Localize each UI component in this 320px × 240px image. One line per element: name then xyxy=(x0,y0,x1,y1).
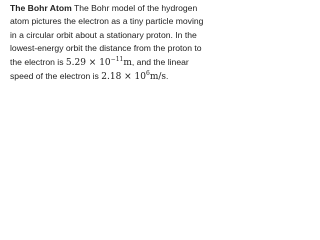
speed-unit: m/s xyxy=(149,72,167,83)
problem-line-1 xyxy=(10,2,198,15)
problem-line-6 xyxy=(10,70,190,84)
speed-prefix: speed of the electron is xyxy=(10,71,99,82)
distance-suffix: , and the linear xyxy=(131,56,189,67)
distance-unit: m xyxy=(123,57,132,68)
distance-value xyxy=(65,55,132,68)
speed-mantissa: 2.18 × 10 xyxy=(101,72,147,83)
speed-value xyxy=(101,70,169,83)
problem-line-2: atom pictures the electron as a tiny particle moving xyxy=(10,16,204,27)
distance-prefix: the electron is xyxy=(10,56,64,67)
problem-title: The Bohr Atom xyxy=(10,3,72,13)
problem-line-3: in a circular orbit about a stationary proton. In the xyxy=(10,29,197,40)
problem-card xyxy=(0,0,204,86)
speed-exponent: 6 xyxy=(146,70,150,78)
problem-text-1: The Bohr model of the hydrogen xyxy=(73,3,198,13)
problem-line-5 xyxy=(10,56,190,70)
distance-mantissa: 5.29 × 10 xyxy=(65,57,111,68)
distance-exponent: −11 xyxy=(110,55,124,63)
problem-line-4: lowest-energy orbit the distance from the proton to xyxy=(10,43,202,54)
speed-suffix: . xyxy=(166,71,169,82)
